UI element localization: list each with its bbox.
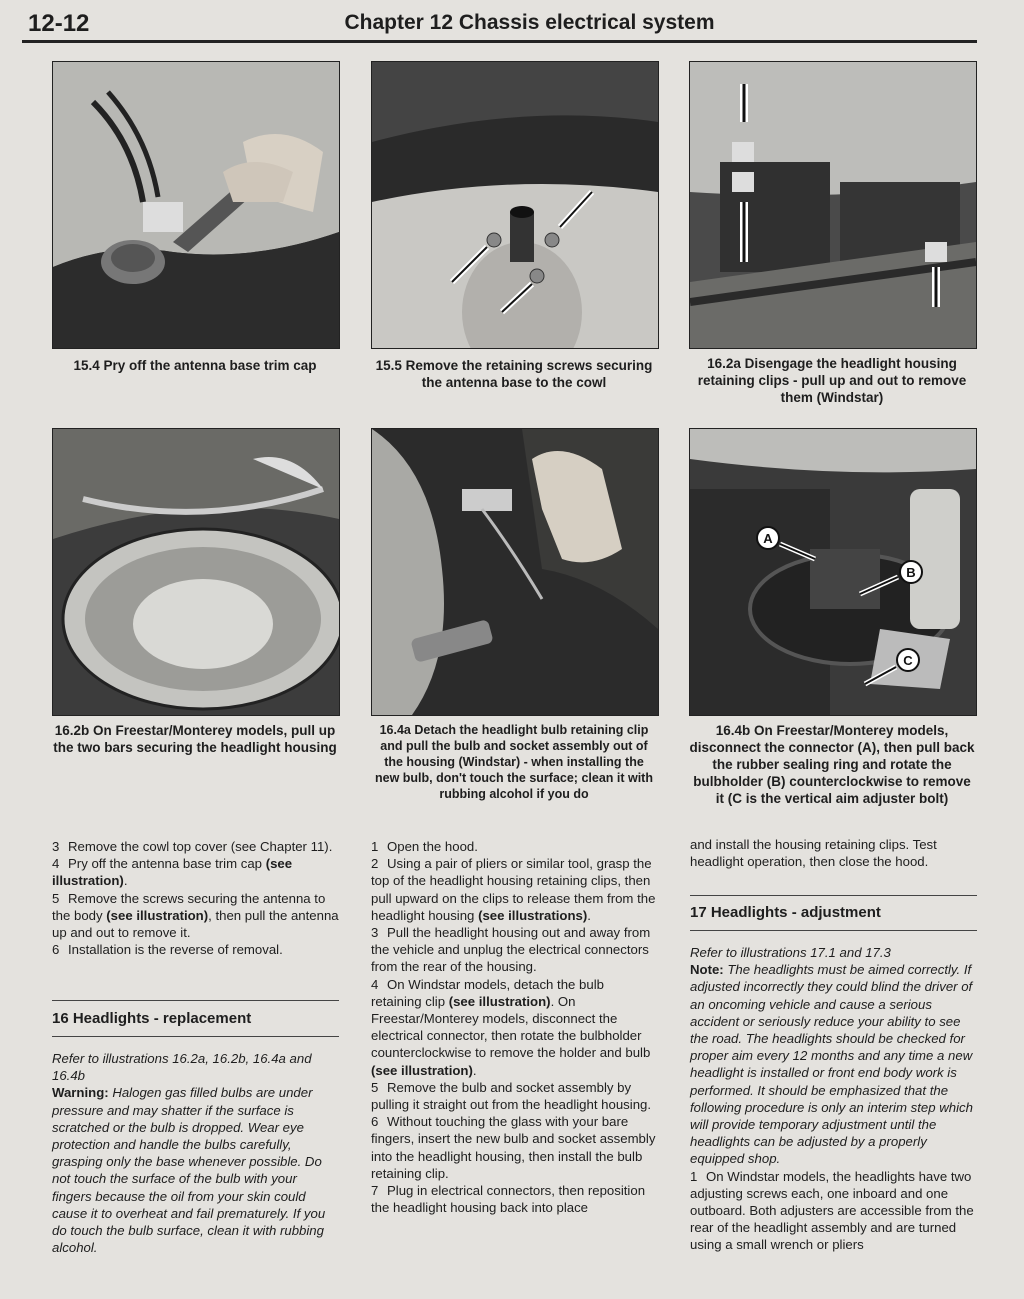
caption-16-4a: 16.4a Detach the headlight bulb retaining clip and pull the bulb and socket assembly out of the housing (Windstar) - when installing the new bulb, don't touch the surface; clean it with rubbing alcohol if you do <box>375 723 653 801</box>
section-16-body <box>52 1050 339 1256</box>
section-17-rule-bottom <box>690 930 977 931</box>
section-17-body <box>690 944 977 1254</box>
caption-16-4b: 16.4b On Freestar/Monterey models, disconnect the connector (A), then pull back the rubber sealing ring and rotate the bulbholder (B) counterclockwise to remove it (C is the vertical aim adjuster bolt) <box>689 723 975 806</box>
warning-paragraph: Warning: Halogen gas filled bulbs are under pressure and may shatter if the surface is scratched or the bulb is dropped. Wear eye protection and handle the bulbs carefully, grasping only the base whenever possible. Do not touch the surface of the bulb with your fingers because the oil from your skin could cause it to overheat and fail prematurely. If you do touch the bulb surface, clean it with rubbing alcohol. <box>52 1085 326 1256</box>
left-column <box>52 838 339 958</box>
page-header <box>22 8 977 42</box>
photo-15-4 <box>52 61 340 349</box>
section-17-title: 17 Headlights - adjustment <box>690 904 881 921</box>
step-6: 6 Without touching the glass with your bare fingers, insert the new bulb and socket assembly into the headlight housing, then install the bulb retaining clip. <box>371 1114 656 1181</box>
photo-16-2b <box>52 428 340 716</box>
section-16-title: 16 Headlights - replacement <box>52 1010 252 1027</box>
step-1: 1 On Windstar models, the headlights have two adjusting screws each, one inboard and one outboard. Both adjusters are accessible from the rear of the headlight assembly and are turned using a small wrench or pliers <box>690 1168 974 1253</box>
photo-16-2a <box>689 61 977 349</box>
label-c: C <box>903 653 913 668</box>
refer-illustrations: Refer to illustrations 16.2a, 16.2b, 16.4a and 16.4b <box>52 1051 312 1084</box>
refer-illustrations-17: Refer to illustrations 17.1 and 17.3 <box>690 945 891 960</box>
step-3: 3 Remove the cowl top cover (see Chapter 11). <box>52 839 333 854</box>
section-17-rule-top <box>690 895 977 896</box>
note-paragraph: Note: The headlights must be aimed correctly. If adjusted incorrectly they could blind the driver of an oncoming vehicle and cause a serious accident or seriously reduce your ability to see the road. The headlights should be checked for proper aim every 12 months and any time a new headlight is installed or front end body work is performed. It should be emphasized that the following procedure is only an interim step which will provide temporary adjustment until the headlights can be adjusted by a properly equipped shop. <box>690 962 973 1167</box>
middle-column <box>371 838 658 1216</box>
step-7: 7 Plug in electrical connectors, then reposition the headlight housing back into place <box>371 1183 646 1216</box>
label-b: B <box>906 565 916 580</box>
step-4: 4 On Windstar models, detach the bulb retaining clip (see illustration). On Freestar/Monterey models, disconnect the electrical connector, then rotate the bulbholder counterclockwise to remove the holder and bulb (see illustration). <box>371 976 651 1078</box>
header-rule <box>22 40 977 43</box>
photo-16-4b <box>689 428 977 716</box>
caption-16-2b: 16.2b On Freestar/Monterey models, pull up the two bars securing the headlight housing <box>53 723 337 755</box>
step-5: 5 Remove the bulb and socket assembly by pulling it straight out from the headlight housing. <box>371 1079 652 1113</box>
right-column-continuation: and install the housing retaining clips. Test headlight operation, then close the hood. <box>690 837 937 870</box>
step-2: 2 Using a pair of pliers or similar tool, grasp the top of the headlight housing retaining clips, then pull upward on the clips to release them from the headlight housing (see illustrations). <box>371 856 656 923</box>
photo-15-5 <box>371 61 659 349</box>
caption-16-2a: 16.2a Disengage the headlight housing retaining clips - pull up and out to remove them (Windstar) <box>697 356 967 405</box>
page-number: 12-12 <box>28 10 90 37</box>
step-1: 1 Open the hood. <box>371 839 478 854</box>
chapter-title: Chapter 12 Chassis electrical system <box>344 11 715 34</box>
label-a: A <box>763 531 773 546</box>
caption-15-5: 15.5 Remove the retaining screws securing the antenna base to the cowl <box>375 358 653 390</box>
photo-16-4a <box>371 428 659 716</box>
step-6: 6 Installation is the reverse of removal. <box>52 942 283 958</box>
step-5: 5 Remove the screws securing the antenna to the body (see illustration), then pull the antenna up and out to remove it. <box>52 890 339 941</box>
section-16-rule-top <box>52 1000 339 1001</box>
caption-15-4: 15.4 Pry off the antenna base trim cap <box>73 358 317 373</box>
step-4: 4 Pry off the antenna base trim cap (see illustration). <box>52 856 293 889</box>
section-16-rule-bottom <box>52 1036 339 1037</box>
step-3: 3 Pull the headlight housing out and away from the vehicle and unplug the electrical connectors from the rear of the housing. <box>371 925 651 975</box>
